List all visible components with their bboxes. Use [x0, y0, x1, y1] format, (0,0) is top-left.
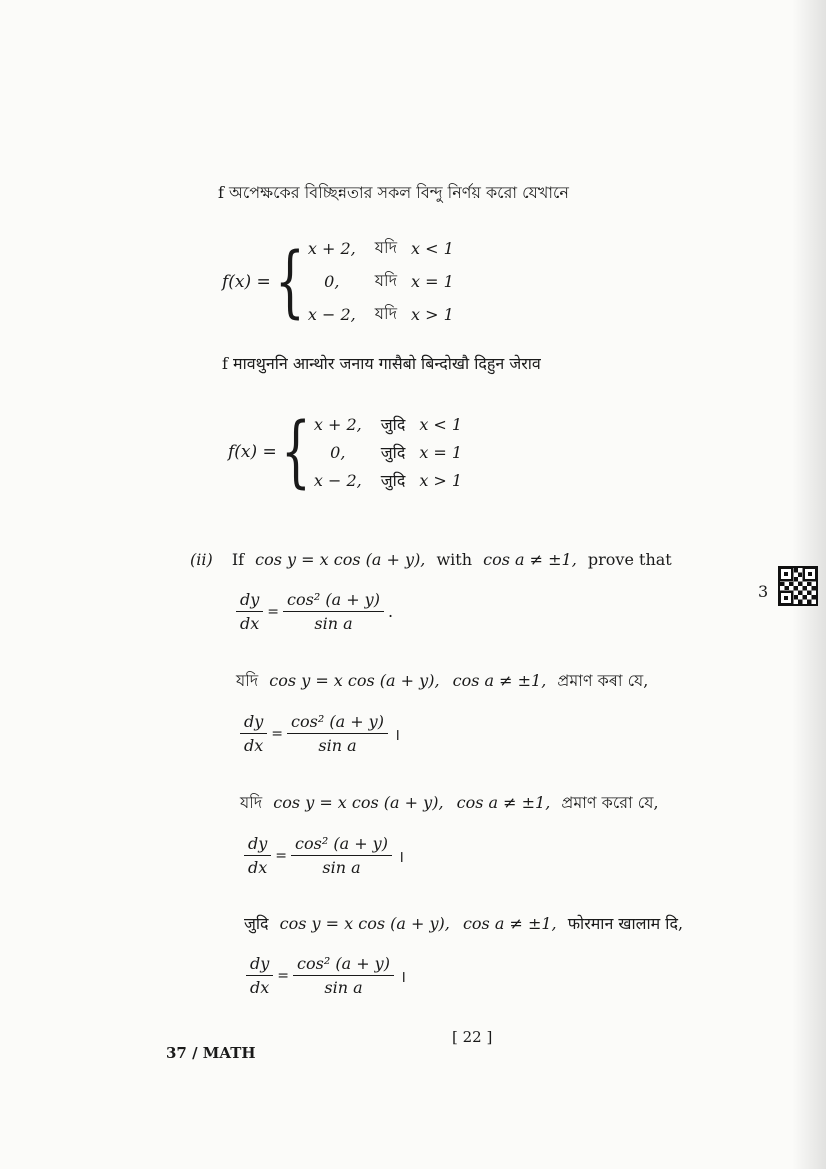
left-brace-icon: { — [274, 236, 305, 327]
equals-sign: = — [275, 847, 288, 864]
frac-numerator: dy — [244, 712, 264, 731]
assamese-question-line — [218, 180, 569, 207]
frac-numerator: dy — [250, 954, 270, 973]
condition-text: cos a ≠ ±1, — [456, 793, 551, 812]
piece-expr: x − 2, — [307, 305, 356, 324]
piecewise-lhs: f(x) = — [228, 442, 277, 462]
if-word: যদি — [240, 793, 263, 812]
piecewise-table-1 — [303, 232, 468, 331]
table-row — [309, 410, 476, 438]
piece-word: जुदि — [380, 471, 406, 490]
table-row — [303, 298, 468, 331]
piece-cond: x = 1 — [411, 272, 454, 291]
dy-dx-fraction — [244, 834, 271, 877]
qr-code-icon — [778, 566, 818, 606]
derivative-equation-4 — [246, 954, 406, 997]
frac-denominator: sin a — [318, 736, 357, 755]
end-punctuation: । — [397, 846, 405, 866]
left-brace-icon: { — [280, 407, 311, 497]
piece-expr: x − 2, — [313, 470, 362, 490]
equals-sign: = — [267, 603, 280, 620]
english-question-line — [190, 550, 672, 569]
piece-expr: x + 2, — [313, 414, 362, 434]
equals-sign: = — [271, 725, 284, 742]
rhs-fraction — [291, 834, 392, 877]
piece-expr: 0, — [330, 442, 346, 462]
equals-sign: = — [277, 967, 290, 984]
frac-numerator: cos² (a + y) — [287, 590, 380, 609]
rhs-fraction — [293, 954, 394, 997]
assamese-question-text: f অপেক্ষকের বিচ্ছিন্নতার সকল বিন্দু নির্ণয় করো যেখানে — [218, 183, 569, 202]
piecewise-function-2 — [228, 407, 476, 497]
dy-dx-fraction — [240, 712, 267, 755]
frac-numerator: cos² (a + y) — [295, 834, 388, 853]
frac-denominator: dx — [240, 614, 260, 633]
condition-text: cos a ≠ ±1, — [452, 671, 547, 690]
equation-text: cos y = x cos (a + y), — [255, 550, 426, 569]
prove-text: প্ৰমাণ কৰা যে, — [557, 671, 649, 690]
table-row — [303, 232, 468, 265]
if-word: जुदि — [244, 914, 269, 933]
condition-text: cos a ≠ ±1, — [462, 914, 557, 933]
assamese-ii-line — [236, 668, 648, 695]
rhs-fraction — [283, 590, 384, 633]
table-row — [303, 265, 468, 298]
frac-denominator: sin a — [314, 614, 353, 633]
derivative-equation-1 — [236, 590, 393, 633]
equation-text: cos y = x cos (a + y), — [269, 671, 440, 690]
rhs-fraction — [287, 712, 388, 755]
piece-cond: x < 1 — [411, 239, 454, 258]
bodo-question-text: f मावथुननि आन्थोर जनाय गासैबो बिन्दोखौ दिहुन जेराव — [222, 354, 541, 373]
bodo-question-line — [222, 352, 541, 374]
piece-cond: x > 1 — [411, 305, 454, 324]
frac-numerator: dy — [240, 590, 260, 609]
frac-numerator: cos² (a + y) — [291, 712, 384, 731]
table-row — [309, 466, 476, 494]
if-word: যদি — [236, 671, 259, 690]
question-number: (ii) — [190, 550, 213, 569]
dy-dx-fraction — [246, 954, 273, 997]
prove-that-text: prove that — [587, 550, 672, 569]
equation-text: cos y = x cos (a + y), — [273, 793, 444, 812]
piece-word: जुदि — [380, 415, 406, 434]
frac-denominator: dx — [250, 978, 270, 997]
bengali-ii-line — [240, 790, 659, 817]
dy-dx-fraction — [236, 590, 263, 633]
frac-denominator: dx — [248, 858, 268, 877]
page-number: [ 22 ] — [452, 1028, 493, 1046]
frac-denominator: dx — [244, 736, 264, 755]
piece-word: যদি — [374, 238, 397, 257]
with-word: with — [436, 550, 473, 569]
prove-text: फोरमान खालाम दि, — [567, 914, 684, 933]
frac-numerator: dy — [248, 834, 268, 853]
piece-word: যদি — [374, 304, 397, 323]
paper-code: 37 / MATH — [166, 1044, 256, 1062]
prove-text: প্রমাণ করো যে, — [561, 793, 659, 812]
bodo-ii-line — [244, 912, 683, 934]
end-punctuation: । — [399, 966, 407, 986]
end-punctuation: . — [387, 602, 394, 621]
if-word: If — [231, 550, 245, 569]
piecewise-lhs: f(x) = — [222, 271, 271, 292]
piece-word: जुदि — [380, 443, 406, 462]
piecewise-table-2 — [309, 410, 476, 494]
marks-label: 3 — [758, 582, 769, 601]
piece-cond: x > 1 — [419, 470, 463, 490]
piece-cond: x = 1 — [419, 442, 463, 462]
derivative-equation-3 — [244, 834, 404, 877]
piece-expr: x + 2, — [307, 239, 356, 258]
piecewise-function-1 — [222, 232, 468, 331]
frac-denominator: sin a — [324, 978, 363, 997]
piece-expr: 0, — [324, 272, 340, 291]
derivative-equation-2 — [240, 712, 400, 755]
condition-text: cos a ≠ ±1, — [483, 550, 577, 569]
equation-text: cos y = x cos (a + y), — [279, 914, 450, 933]
end-punctuation: । — [393, 724, 401, 744]
frac-denominator: sin a — [322, 858, 361, 877]
piece-cond: x < 1 — [419, 414, 463, 434]
frac-numerator: cos² (a + y) — [297, 954, 390, 973]
piece-word: যদি — [374, 271, 397, 290]
table-row — [309, 438, 476, 466]
